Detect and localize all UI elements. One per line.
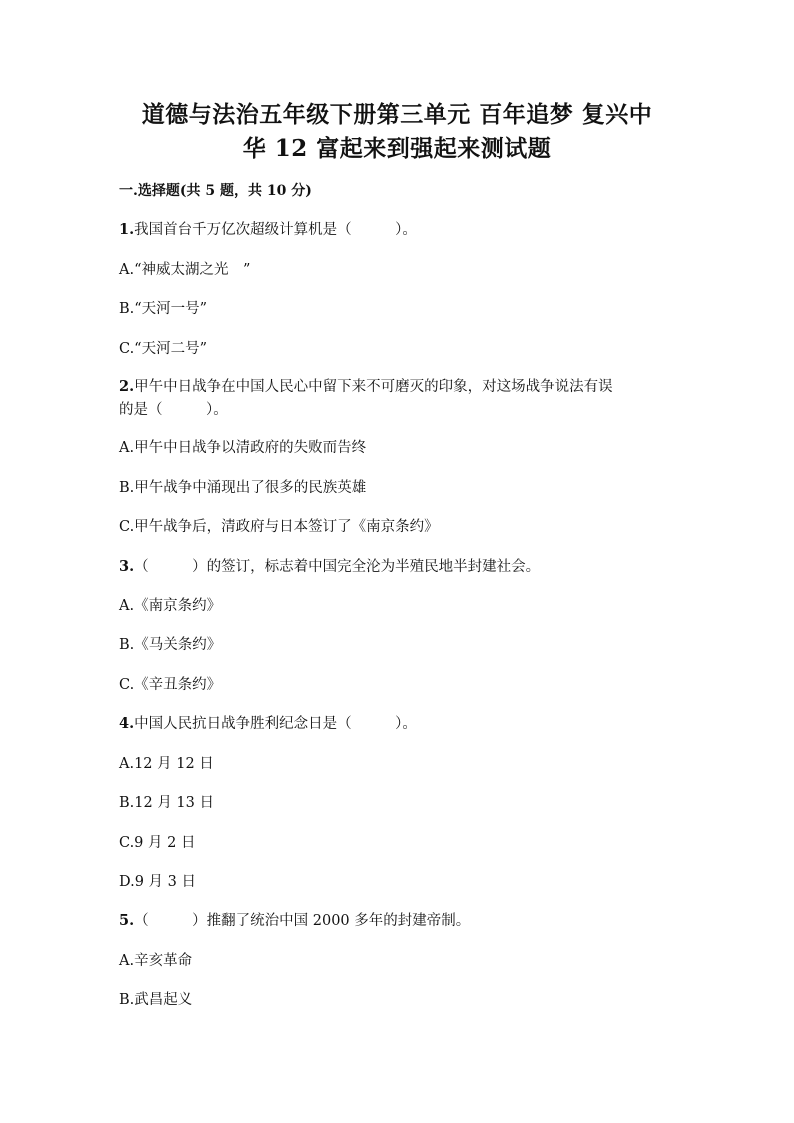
question-3-option-a: A.《南京条约》 <box>119 598 222 614</box>
question-2-stem-line-2: 的是（ ）。 <box>119 402 228 418</box>
question-2-option-c: C.甲午战争后，清政府与日本签订了《南京条约》 <box>119 519 439 535</box>
question-number: 5. <box>119 912 135 929</box>
question-4-option-a: A.12 月 12 日 <box>119 756 214 772</box>
question-5-option-b: B.武昌起义 <box>119 992 193 1008</box>
question-stem: 中国人民抗日战争胜利纪念日是（ ）。 <box>134 716 417 732</box>
question-1-option-b: B.“天河一号” <box>119 301 208 317</box>
question-stem-line-1: 甲午中日战争在中国人民心中留下来不可磨灭的印象，对这场战争说法有误 <box>134 379 613 395</box>
document-title-line-1: 道德与法治五年级下册第三单元 百年追梦 复兴中 <box>141 101 653 128</box>
question-4-option-c: C.9 月 2 日 <box>119 835 196 851</box>
question-2-option-b: B.甲午战争中涌现出了很多的民族英雄 <box>119 480 367 496</box>
question-stem: （ ）推翻了统治中国 2000 多年的封建帝制。 <box>134 913 471 929</box>
question-stem: 我国首台千万亿次超级计算机是（ ）。 <box>134 222 417 238</box>
question-number: 3. <box>119 558 135 575</box>
question-stem: （ ）的签订，标志着中国完全沦为半殖民地半封建社会。 <box>134 559 541 575</box>
question-3-option-b: B.《马关条约》 <box>119 637 222 653</box>
question-1-option-c: C.“天河二号” <box>119 341 208 357</box>
question-3 <box>119 555 540 576</box>
question-4-option-d: D.9 月 3 日 <box>119 874 196 890</box>
question-number: 2. <box>119 378 135 395</box>
question-1 <box>119 218 417 239</box>
question-2-option-a: A.甲午中日战争以清政府的失败而告终 <box>119 440 367 456</box>
question-4 <box>119 712 417 733</box>
question-2 <box>119 375 613 396</box>
question-1-option-a: A.“神威太湖之光 ” <box>119 262 251 278</box>
question-5 <box>119 909 470 930</box>
question-5-option-a: A.辛亥革命 <box>119 953 193 969</box>
question-number: 4. <box>119 715 135 732</box>
question-number: 1. <box>119 221 135 238</box>
question-3-option-c: C.《辛丑条约》 <box>119 677 222 693</box>
section-heading: 一.选择题(共 5 题，共 10 分) <box>119 183 312 199</box>
question-4-option-b: B.12 月 13 日 <box>119 795 214 811</box>
document-title-line-2: 华 12 富起来到强起来测试题 <box>242 135 552 162</box>
